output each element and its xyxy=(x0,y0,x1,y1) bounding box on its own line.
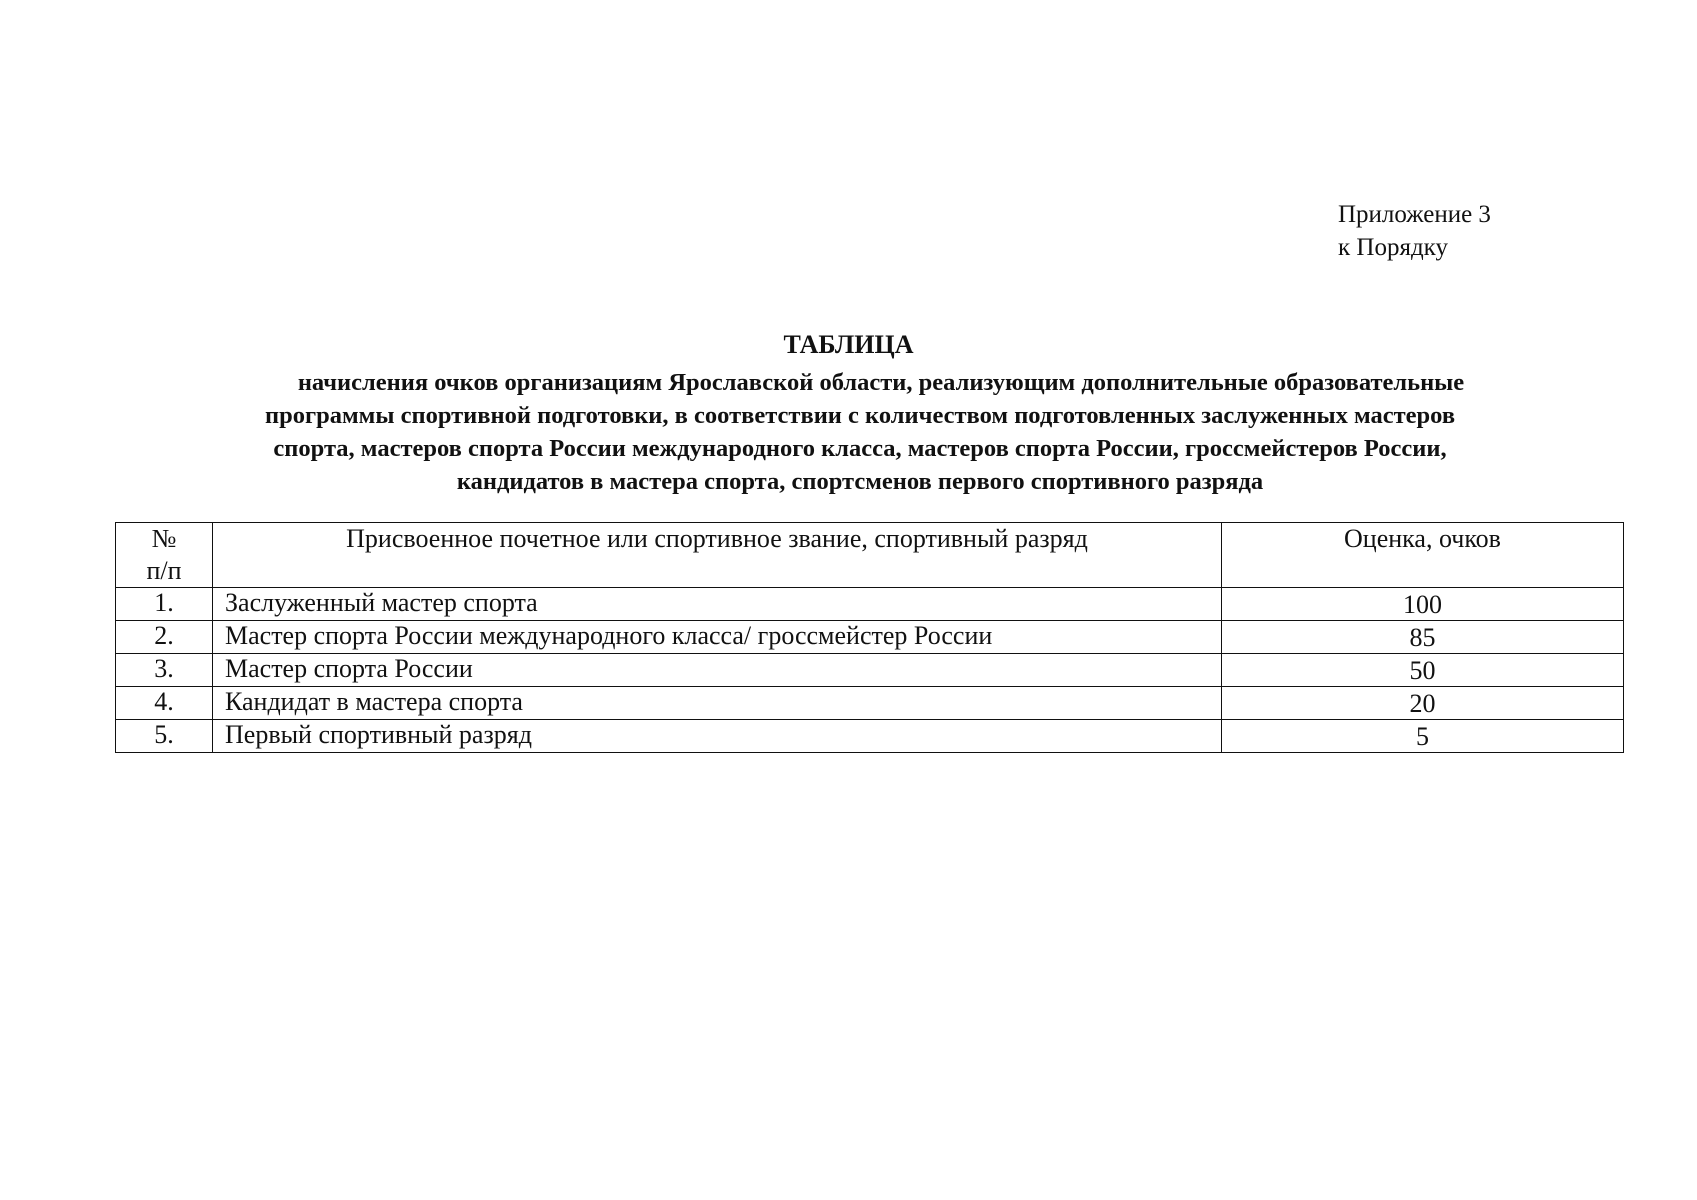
appendix-number: Приложение 3 xyxy=(1338,201,1491,228)
row-number: 1. xyxy=(116,588,213,621)
subtitle-line-3: спорта, мастеров спорта России международного класса, мастеров спорта России, гроссмейстеров России, xyxy=(273,435,1447,462)
table-row xyxy=(116,687,1624,720)
header-number-abbrev: п/п xyxy=(146,556,182,585)
row-title: Мастер спорта России xyxy=(213,654,1222,687)
subtitle-line-1: начисления очков организациям Ярославской области, реализующим дополнительные образовательные xyxy=(297,369,1465,396)
document-title: ТАБЛИЦА xyxy=(783,330,914,359)
row-title: Заслуженный мастер спорта xyxy=(213,588,1222,621)
row-title: Первый спортивный разряд xyxy=(213,720,1222,753)
row-number: 5. xyxy=(116,720,213,753)
row-score: 50 xyxy=(1222,654,1624,687)
subtitle-line-4: кандидатов в мастера спорта, спортсменов первого спортивного разряда xyxy=(456,468,1264,495)
row-title: Мастер спорта России международного класса/ гроссмейстер России xyxy=(213,621,1222,654)
points-table xyxy=(115,522,1624,753)
header-title: Присвоенное почетное или спортивное звание, спортивный разряд xyxy=(213,523,1222,588)
table-row xyxy=(116,588,1624,621)
table-row xyxy=(116,720,1624,753)
row-title: Кандидат в мастера спорта xyxy=(213,687,1222,720)
row-score: 100 xyxy=(1222,588,1624,621)
row-number: 2. xyxy=(116,621,213,654)
document-subtitle xyxy=(150,366,1570,498)
subtitle-line-2: программы спортивной подготовки, в соответствии с количеством подготовленных заслуженных мастеров xyxy=(264,402,1456,429)
appendix-reference xyxy=(1338,198,1491,264)
row-score: 85 xyxy=(1222,621,1624,654)
row-score: 20 xyxy=(1222,687,1624,720)
appendix-target: к Порядку xyxy=(1338,234,1448,261)
row-score: 5 xyxy=(1222,720,1624,753)
table-header-row xyxy=(116,523,1624,588)
header-number xyxy=(116,523,213,588)
header-number-symbol: № xyxy=(151,524,177,553)
row-number: 3. xyxy=(116,654,213,687)
table-row xyxy=(116,621,1624,654)
header-score: Оценка, очков xyxy=(1222,523,1624,588)
row-number: 4. xyxy=(116,687,213,720)
table-row xyxy=(116,654,1624,687)
